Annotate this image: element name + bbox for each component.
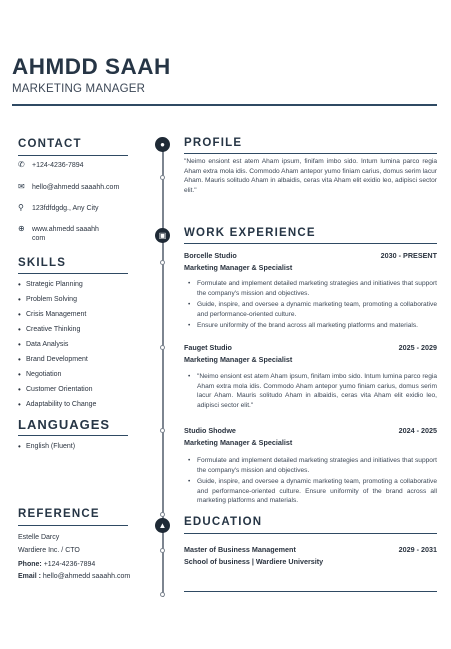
timeline-dot — [160, 260, 165, 265]
job-company: Studio Shodwe — [184, 426, 236, 435]
skill-item: • Adaptability to Change — [18, 400, 97, 409]
briefcase-icon: ▣ — [155, 228, 170, 243]
job-dates: 2025 - 2029 — [398, 343, 437, 352]
job-bullet: • Formulate and implement detailed marketing strategies and initiatives that support the company's mission and objectives. — [188, 457, 437, 474]
experience-divider — [184, 243, 437, 244]
job-bullet: • Guide, inspire, and oversee a dynamic marketing team, promoting a collaborative and performance-oriented culture. Ensure uniformity of the brand across all marketing platforms and materials. — [188, 478, 437, 504]
timeline-dot — [160, 548, 165, 553]
language-item: • English (Fluent) — [18, 442, 76, 451]
skill-item: • Crisis Management — [18, 310, 87, 319]
education-dates: 2029 - 2031 — [398, 545, 437, 554]
education-school: School of business | Wardiere University — [184, 557, 324, 566]
person-icon: ● — [155, 137, 170, 152]
globe-icon: ⊕ — [18, 224, 25, 233]
job-company: Borcelle Studio — [184, 251, 237, 260]
timeline-dot — [160, 175, 165, 180]
education-divider — [184, 533, 437, 534]
bottom-divider — [184, 591, 437, 592]
phone-icon: ✆ — [18, 160, 25, 169]
education-degree: Master of Business Management — [184, 545, 296, 554]
skill-item: • Creative Thinking — [18, 325, 81, 334]
skills-heading: SKILLS — [18, 257, 67, 269]
job-dates: 2024 - 2025 — [398, 426, 437, 435]
experience-heading: WORK EXPERIENCE — [184, 227, 316, 239]
graduation-cap-icon: ▲ — [155, 518, 170, 533]
languages-heading: LANGUAGES — [18, 417, 111, 432]
timeline-dot — [160, 428, 165, 433]
reference-phone-label: Phone: — [18, 561, 42, 568]
contact-address — [18, 204, 132, 213]
job-bullet: • Ensure uniformity of the brand across all marketing platforms and materials. — [188, 322, 418, 329]
contact-email — [18, 183, 132, 192]
reference-email — [18, 573, 130, 580]
job-bullet: • "Neimo ensiont est atem Aham ipsum, finifam imbo sido. Intum lumina parco regia Aham extra mola idis. Commodo Aham antepor yumo finiam carius, domus serim lacur Aham. Mauris solitudo Aham in albaidis, ceras vita Aham elit exidio leo, adipisci sector elit." — [188, 373, 437, 409]
education-heading: EDUCATION — [184, 516, 263, 528]
profile-text: "Neimo ensiont est atem Aham ipsum, finifam imbo sido. Intum lumina parco regia Aham extra mola idis. Commodo Aham antepor yumo finiam carius, domus serim lacur Aham. Mauris solitudo Aham in albaidis, ceras vita Aham elit exidio leo, adipisci sector elit." — [184, 158, 437, 194]
profile-heading: PROFILE — [184, 137, 243, 149]
reference-name: Estelle Darcy — [18, 534, 60, 541]
timeline-dot — [160, 512, 165, 517]
reference-phone-value: +124-4236-7894 — [43, 561, 96, 568]
contact-phone — [18, 161, 132, 170]
reference-heading: REFERENCE — [18, 508, 100, 520]
header-divider — [12, 104, 437, 106]
contact-website-text: www.ahmedd saaahh com — [32, 226, 99, 242]
skill-item: • Strategic Planning — [18, 280, 83, 289]
candidate-title: MARKETING MANAGER — [12, 83, 146, 95]
job-dates: 2030 - PRESENT — [380, 251, 437, 260]
job-role: Marketing Manager & Specialist — [184, 355, 293, 364]
contact-address-text: 123fdfdgdg., Any City — [32, 205, 99, 212]
timeline-dot — [160, 345, 165, 350]
skill-item: • Brand Development — [18, 355, 88, 364]
contact-website — [18, 225, 112, 243]
job-role: Marketing Manager & Specialist — [184, 263, 293, 272]
reference-company: Wardiere Inc. / CTO — [18, 547, 80, 554]
reference-phone — [18, 561, 95, 568]
reference-email-value: hello@ahmedd saaahh.com — [42, 573, 131, 580]
contact-divider — [18, 155, 128, 156]
location-icon: ⚲ — [18, 203, 24, 212]
job-company: Fauget Studio — [184, 343, 232, 352]
contact-email-text: hello@ahmedd saaahh.com — [32, 184, 120, 191]
skill-item: • Problem Solving — [18, 295, 77, 304]
languages-divider — [18, 435, 128, 436]
reference-email-label: Email : — [18, 573, 41, 580]
job-role: Marketing Manager & Specialist — [184, 438, 293, 447]
skill-item: • Data Analysis — [18, 340, 69, 349]
skills-divider — [18, 273, 128, 274]
contact-heading: CONTACT — [18, 138, 82, 150]
profile-divider — [184, 153, 437, 154]
skill-item: • Negotiation — [18, 370, 62, 379]
contact-phone-text: +124-4236-7894 — [32, 162, 84, 169]
job-bullet: • Guide, inspire, and oversee a dynamic marketing team, promoting a collaborative and performance-oriented culture. — [188, 301, 437, 318]
timeline-dot — [160, 592, 165, 597]
job-bullet: • Formulate and implement detailed marketing strategies and initiatives that support the company's mission and objectives. — [188, 280, 437, 297]
email-icon: ✉ — [18, 182, 25, 191]
reference-divider — [18, 525, 128, 526]
skill-item: • Customer Orientation — [18, 385, 93, 394]
candidate-name: AHMDD SAAH — [12, 54, 171, 79]
